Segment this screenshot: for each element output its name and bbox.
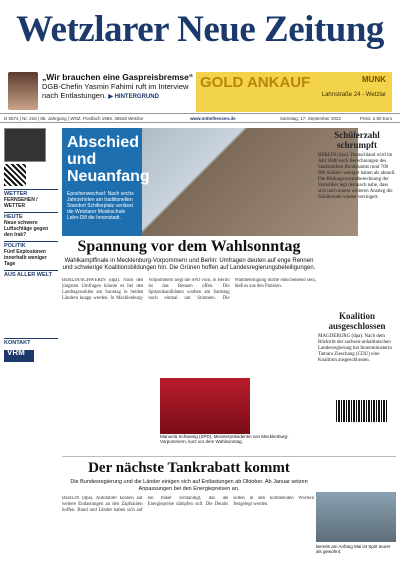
avatar [8, 72, 38, 110]
schwesig-photo [160, 378, 250, 434]
sidebar-heute-title: HEUTE [4, 212, 58, 220]
info-bar [0, 113, 400, 123]
sidebar [4, 126, 58, 566]
teaser-headline: „Wir brauchen eine Gaspreisbremse“ [42, 72, 194, 82]
main-headline[interactable]: Spannung vor dem Wahlsonntag [77, 238, 301, 255]
barcode-icon [336, 400, 388, 422]
vrm-logo-text: VRM [7, 348, 25, 357]
sidebar-kontakt-title: KONTAKT [4, 338, 58, 346]
sidebar-politik-title: POLITIK [4, 241, 58, 249]
ad-address: Lahnstraße 24 - Wetzlar [321, 92, 386, 98]
masthead-title: Wetzlarer Neue Zeitung [16, 9, 384, 50]
second-body: BERLIN (dpa). Autofahrer können auf weitere Entlastungen an den Zapfsäulen hoffen. Bund und Länder haben sich auf ein Paket verständigt, das die Energiepreise dämpfen soll. Die Details sollen in den kommenden Wochen festgelegt werden. [62, 496, 314, 513]
app-promo-image [4, 128, 46, 162]
issue-price: Preis: 2,90 Euro [360, 116, 393, 121]
teaser-link-label: HINTERGRUND [114, 94, 159, 100]
schwesig-photo-caption: Manuela Schwesig (SPD), Ministerpräsidentin von Mecklenburg-Vorpommern, kurz vor dem Wahlsonntag. [160, 434, 289, 444]
fuel-photo-caption: Bereits am Anfang Mai ist Sprit teurer als gewohnt. [316, 544, 391, 554]
issue-date: Samstag, 17. September 2022 [280, 116, 342, 121]
issue-info: D 5574 | Nr. 218 | 85. Jahrgang | WNZ, Postfach 1965, 35528 Wetzlar [4, 116, 144, 121]
right-head-2: Koalition ausgeschlossen [328, 311, 386, 331]
sidebar-wetter-link[interactable]: FERNSEHEN / WETTER [4, 197, 38, 209]
sidebar-welt-title: AUS ALLER WELT [4, 270, 58, 278]
second-headline[interactable]: Der nächste Tankrabatt kommt [88, 460, 290, 476]
teaser-link[interactable]: ▶ HINTERGRUND [108, 94, 159, 100]
teaser-text [42, 72, 194, 102]
vrm-logo [4, 350, 34, 362]
right-text-1: BERLIN (dpa). Deutschland wird im Jahr 2040 nach Berechnungen des Statistischen Bundesamts rund 700 000 Schüler weniger haben als aktuell. Die Bildungsvorausberechnung der Statistiker legt demnach nahe, dass sich nach einem weiteren Anstieg die Schülerzahl wieder verringert. [318, 153, 396, 200]
ad-label: GOLD ANKAUF [200, 74, 311, 91]
feature-headline: Abschied und Neuanfang [67, 134, 150, 185]
sidebar-wetter-title: WETTER [4, 189, 58, 197]
right-head-1: Schülerzahl schrumpft [334, 130, 380, 150]
main-subhead: Wahlkampffinale in Mecklenburg-Vorpommern und Berlin: Umfragen deuten auf enge Rennen und schwierige Koalitionsbildungen hin. Die Grünen hoffen auf Landesregierungsbeteiligungen. [62, 258, 316, 271]
ad-gold-ankauf[interactable] [196, 72, 392, 112]
qr-code-icon [4, 164, 26, 186]
section-divider [62, 456, 396, 457]
main-body: BERLIN/SCHWERIN (dpa). Nach den jüngsten Umfragen könnte es bei den Landtagswahlen am Sonntag in beiden Ländern knapp werden. In Mecklenburg-Vorpommern liegt die SPD vorn, in Berlin ist das Rennen offen. Die Spitzenkandidaten warben am Samstag noch einmal um Stimmen. Die Wahlbeteiligung dürfte entscheidend sein, hieß es aus den Parteien. [62, 278, 316, 301]
teaser[interactable] [8, 72, 194, 112]
ad-brand: MUNK [362, 75, 386, 84]
site-url[interactable]: www.mittelhessen.de [190, 116, 236, 121]
second-subhead: Die Bundesregierung und die Länder einigen sich auf Entlastungen ab Oktober. Ab Januar setzen Anpassungen bei den Energiepreisen an. [70, 479, 308, 492]
right-text-2: MAGDEBURG (dpa). Nach dem Rücktritt der sachsen-anhaltinischen Landesregierung hat Innenministerin Tamara Zieschang (CDU) eine Koalition ausgeschlossen. [318, 334, 392, 363]
feature-box[interactable] [62, 128, 150, 236]
teaser-body: DGB-Chefin Yasmin Fahimi ruft im Interview nach Entlastungen. [42, 82, 189, 100]
fuel-photo [316, 492, 396, 542]
sidebar-heute-text: Neue schwere Luftschläge gegen den Irak? [4, 220, 49, 238]
sidebar-politik-text: Fünf Explosionen innerhalb weniger Tage [4, 249, 47, 267]
feature-text: Epochenwechsel: Nach sechs Jahrzehnten am traditionellen Standort Schillerplatz verlässt die Wetzlarer Musikschule Lahn-Dill die Innenstadt. [67, 191, 134, 221]
